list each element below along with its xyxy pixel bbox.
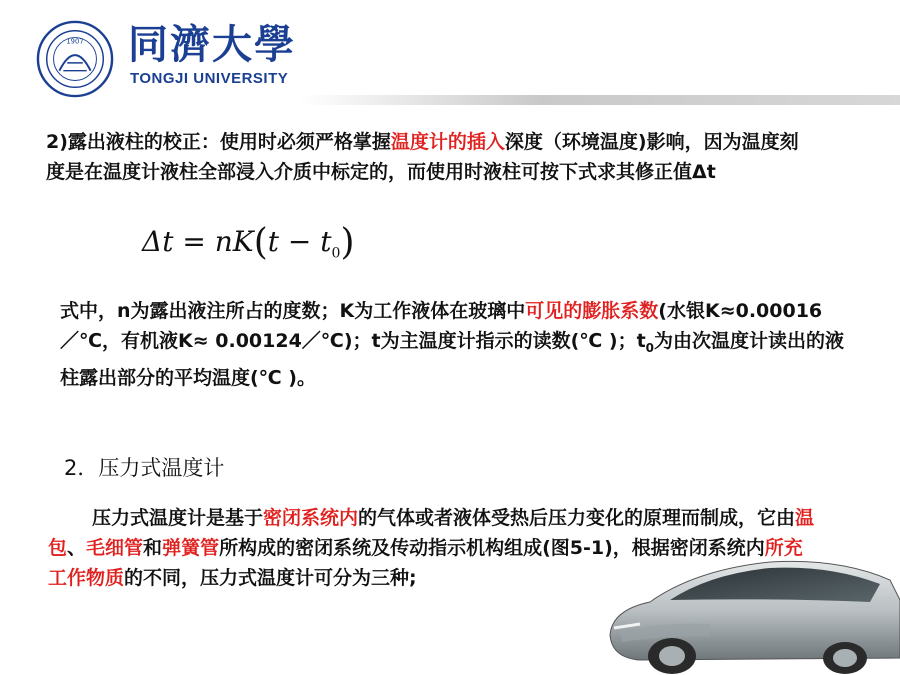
formula-explanation-paragraph: 式中，n为露出液注所占的度数；K为工作液体在玻璃中可见的膨胀系数(水银K≈0.00016／℃，有机液K≈ 0.00124／℃)；t为主温度计指示的读数(℃ )；$t_0$为由次温度计读出的液柱露出部分的平均温度(℃ )。: [60, 300, 845, 389]
header: [0, 0, 900, 110]
pressure-thermometer-paragraph: 压力式温度计是基于密闭系统内的气体或者液体受热后压力变化的原理而制成，它由温包、毛细管和弹簧管所构成的密闭系统及传动指示机构组成(图5-1)，根据密闭系统内所充工作物质的不同，压力式温度计可分为三种;: [48, 507, 815, 589]
university-seal-icon: [36, 20, 114, 98]
section-title-pressure-thermometer: 2．压力式温度计: [64, 456, 225, 480]
university-name-cn: 同濟大學: [128, 21, 296, 68]
car-image: [600, 540, 900, 675]
svg-text:1907: 1907: [66, 37, 84, 46]
header-divider: [300, 95, 900, 105]
correction-formula: $\Delta t = nK(t - t_0)$: [142, 222, 355, 263]
liquid-column-correction-paragraph: 2)露出液柱的校正：使用时必须严格掌握温度计的插入深度（环境温度)影响，因为温度刻度是在温度计液柱全部浸入介质中标定的，而使用时液柱可按下式求其修正值Δt: [46, 131, 799, 183]
university-name-en: TONGJI UNIVERSITY: [130, 70, 289, 87]
